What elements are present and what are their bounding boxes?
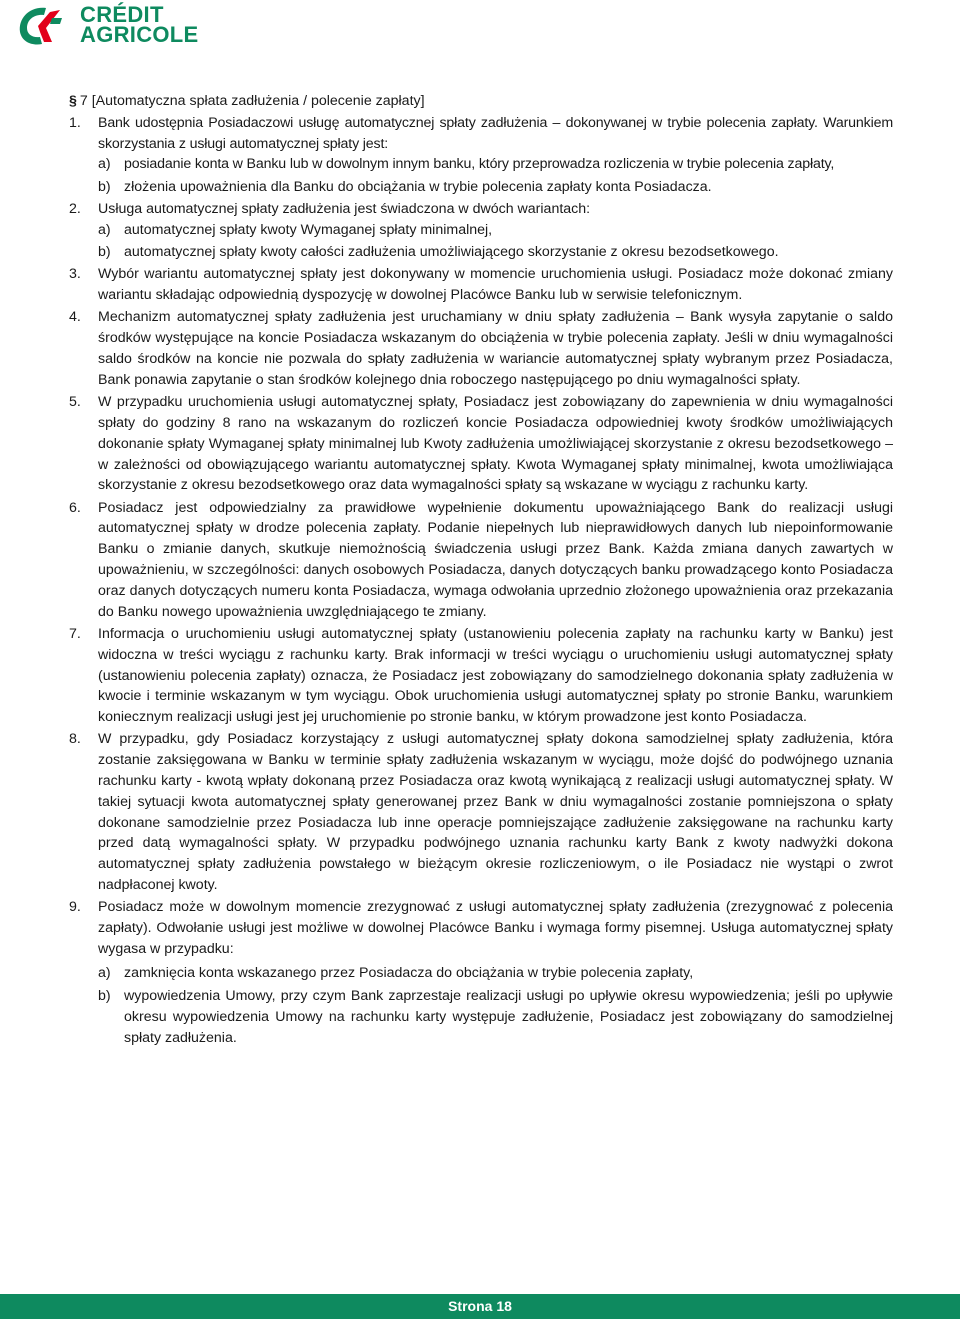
- list-number: 5.: [69, 394, 81, 411]
- sub-item-text: posiadanie konta w Banku lub w dowolnym innym banku, który przeprowadza rozliczenia w trybie polecenia zapłaty,: [124, 156, 835, 173]
- sub-letter: a): [98, 221, 111, 238]
- list-number: 4.: [69, 309, 81, 326]
- sub-letter: a): [98, 156, 111, 173]
- sub-item-2a: [98, 220, 893, 241]
- sub-item-text: złożenia upoważnienia dla Banku do obciążania w trybie polecenia zapłaty konta Posiadacza.: [124, 178, 712, 195]
- sub-item-1b: [98, 177, 893, 198]
- section-mark: §: [69, 93, 77, 109]
- sub-letter: a): [98, 964, 111, 981]
- list-number: 7.: [69, 625, 81, 642]
- document-body: [69, 91, 893, 1050]
- sub-letter: b): [98, 988, 111, 1005]
- logo-line-2: AGRICOLE: [80, 22, 199, 47]
- list-item-text: Bank udostępnia Posiadaczowi usługę automatycznej spłaty zadłużenia – dokonywanej w trybie polecenia zapłaty. Warunkiem skorzystania z usługi automatycznej spłaty jest:: [98, 114, 893, 152]
- sub-item-9a: [98, 963, 893, 984]
- list-item-6: [69, 498, 893, 623]
- logo-line-1: CRÉDIT: [80, 2, 164, 27]
- list-item-4: [69, 307, 893, 390]
- list-number: 6.: [69, 499, 81, 516]
- logo-wordmark: [80, 2, 199, 47]
- list-item-text: Wybór wariantu automatycznej spłaty jest dokonywany w momencie uruchomienia usługi. Posiadacz może dokonać zmiany wariantu składając odpowiednią dyspozycję w dowolnej Placówce Banku lub w serwisie telefonicznym.: [98, 266, 893, 304]
- list-number: 3.: [69, 266, 81, 283]
- credit-agricole-emblem-icon: [16, 4, 64, 48]
- sub-letter: b): [98, 244, 111, 261]
- list-number: 1.: [69, 114, 81, 131]
- sub-item-2b: [98, 242, 893, 263]
- list-item-text: Posiadacz może w dowolnym momencie zrezygnować z usługi automatycznej spłaty zadłużenia (zrezygnować z polecenia zapłaty). Odwołanie usługi jest możliwe w dowolnej Placówce Banku i wymaga formy pisemnej. Usługa automatycznej spłaty wygasa w przypadku:: [98, 899, 893, 957]
- list-number: 2.: [69, 200, 81, 217]
- list-number: 8.: [69, 731, 81, 748]
- list-item-text: Posiadacz jest odpowiedzialny za prawidłowe wypełnienie dokumentu upoważniającego Bank do realizacji usługi automatycznej spłaty w drodze polecenia zapłaty. Podanie niepełnych lub nieprawidłowych danych lub niepoinformowanie Banku o zmianie danych, skutkuje niemożnością świadczenia usługi przez Bank. Każda zmiana danych zawartych w upoważnieniu, w szczególności: danych osobowych Posiadacza, danych dotyczących banku prowadzącego konto Posiadacza oraz danych dotyczących numeru konta Posiadacza, wymaga odwołania uprzednio złożonego upoważnienia oraz przekazania do Banku nowego upoważnienia uwzględniającego te zmiany.: [98, 499, 893, 620]
- sub-item-text: wypowiedzenia Umowy, przy czym Bank zaprzestaje realizacji usługi po upływie okresu wypowiedzenia; jeśli po upływie okresu wypowiedzenia Umowy na rachunku karty występuje zadłużenie, Posiadacz jest zobowiązany do samodzielnej spłaty zadłużenia.: [124, 988, 893, 1047]
- section-title: 7 [Automatyczna spłata zadłużenia / polecenie zapłaty]: [79, 93, 425, 109]
- list-item-9: [69, 897, 893, 1049]
- list-item-text: Usługa automatycznej spłaty zadłużenia jest świadczona w dwóch wariantach:: [98, 200, 591, 217]
- list-item-8: [69, 729, 893, 895]
- list-item-1: [69, 113, 893, 198]
- list-item-text: Mechanizm automatycznej spłaty zadłużenia jest uruchamiany w dniu spłaty zadłużenia – Bank wysyła zapytanie o saldo środków występujące na koncie Posiadacza wskazanym do obciążenia w trybie polecenia zapłaty. Jeśli w dniu wymagalności saldo środków na koncie nie pozwala do spłaty zadłużenia w wariancie automatycznej spłaty wybranym przez Posiadacza, Bank ponawia zapytanie o stan środków kolejnego dnia roboczego następującego po dniu wymagalności spłaty.: [98, 309, 893, 388]
- list-item-5: [69, 392, 893, 496]
- sub-letter: b): [98, 178, 111, 195]
- page-footer: [0, 1294, 960, 1319]
- sub-item-9b: [98, 986, 893, 1048]
- list-item-text: W przypadku, gdy Posiadacz korzystający z usługi automatycznej spłaty dokona samodzielnej spłaty zadłużenia, która zostanie zaksięgowana w Banku w terminie spłaty zadłużenia wskazanym w wyciągu, może dojść do podwójnego uznania rachunku karty - kwotą wpłaty dokonaną przez Posiadacza oraz kwotą wynikającą z realizacji usługi automatycznej spłaty. W takiej sytuacji kwota automatycznej spłaty generowanej przez Bank w dniu wymagalności zostanie pomniejszona o spłaty dokonane samodzielnie przez Posiadacza lub inne operacje pomniejszające zadłużenie zaksięgowane na rachunku karty przed datą wymagalności spłaty. W przypadku podwójnego uznania rachunku karty Bank z kwoty nadwyżki dokona automatycznej spłaty zadłużenia powstałego w bieżącym okresie rozliczeniowym, o ile Posiadacz nie wystąpi o zwrot nadpłaconej kwoty.: [98, 731, 893, 893]
- section-heading: [69, 91, 893, 112]
- sub-item-text: automatycznej spłaty kwoty Wymaganej spłaty minimalnej,: [124, 221, 493, 238]
- list-item-3: [69, 264, 893, 306]
- credit-agricole-logo: [16, 2, 226, 50]
- list-item-text: Informacja o uruchomieniu usługi automatycznej spłaty (ustanowieniu polecenia zapłaty na rachunku karty w Banku) jest widoczna w treści wyciągu z rachunku karty. Brak informacji w treści wyciągu o uruchomieniu usługi automatycznej spłaty (ustanowieniu polecenia zapłaty) oznacza, że Posiadacz jest zobowiązany do samodzielnego dokonania spłaty zadłużenia w kwocie i terminie wskazanym w tym wyciągu. Obok uruchomienia usługi automatycznej spłaty po stronie Banku, warunkiem koniecznym realizacji usługi jest jej uruchomienie po stronie banku, w którym prowadzone jest konto Posiadacza.: [98, 625, 893, 726]
- sub-item-text: automatycznej spłaty kwoty całości zadłużenia umożliwiającego skorzystanie z okresu bezodsetkowego.: [124, 244, 779, 261]
- sub-item-1a: [98, 154, 893, 175]
- list-number: 9.: [69, 899, 81, 916]
- page-number: Strona 18: [448, 1298, 512, 1314]
- list-item-7: [69, 624, 893, 728]
- list-item-2: [69, 199, 893, 263]
- list-item-text: W przypadku uruchomienia usługi automatycznej spłaty, Posiadacz jest zobowiązany do zapewnienia w dniu wymagalności spłaty do godziny 8 rano na wskazanym do rozliczeń koncie Posiadacza odpowiedniej kwoty środków umożliwiających dokonanie spłaty Wymaganej spłaty minimalnej lub Kwoty zadłużenia umożliwiającej skorzystanie z okresu bezodsetkowego – w zależności od obowiązującego wariantu automatycznej spłaty. Kwota Wymaganej spłaty minimalnej, kwota umożliwiająca skorzystanie z okresu bezodsetkowego oraz data wymagalności spłaty są wskazane w wyciągu z rachunku karty.: [98, 394, 893, 494]
- sub-item-text: zamknięcia konta wskazanego przez Posiadacza do obciążania w trybie polecenia zapłaty,: [124, 964, 694, 981]
